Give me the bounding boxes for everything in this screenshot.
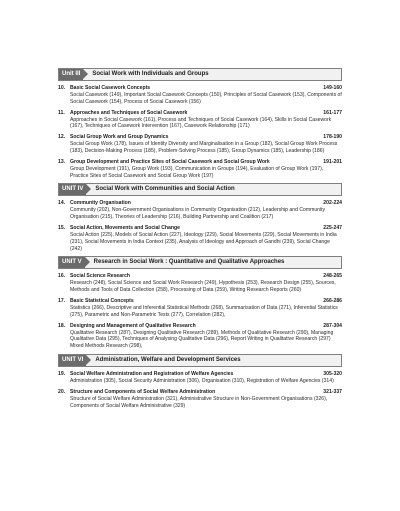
chapter-pages: 161-177 — [323, 109, 342, 116]
chapter-pages: 149-160 — [323, 85, 342, 91]
chapter-entry — [58, 85, 342, 106]
chapter-topics: Approaches in Social Casework (161), Process and Techniques of Social Casework (164), Skills in Social Casework (167), Techniques of Casework Intervention (167), Casework Relationship (171) — [70, 116, 332, 130]
chapter-entry — [58, 371, 342, 385]
chapter-entry — [58, 273, 342, 294]
chapter-pages: 305-320 — [323, 370, 342, 377]
unit-title: Research in Social Work : Quantitative and Qualitative Approaches — [93, 259, 285, 266]
chapter-topics: Social Group Work (178), Issues of Identity Diversity and Marginalisation in a Group (182), Social Group Work Process (183), Decision-Making Process (185), Problem-Solving Process (185), Group Dynamics (185), Leadership (186) — [70, 141, 338, 154]
chapter-entry — [58, 110, 342, 131]
unit-tag: UNIT IV — [59, 184, 86, 195]
chapter-entry — [58, 389, 342, 410]
unit-header-3 — [58, 68, 342, 81]
chapter-title: Basic Social Casework Concepts — [70, 85, 151, 91]
unit-header-4 — [58, 183, 342, 196]
chapter-title: Group Development and Practice Sites of Social Casework and Social Group Work — [70, 158, 270, 165]
unit-tag: UNIT V — [59, 257, 85, 268]
chapter-number: 13. — [58, 158, 66, 165]
unit-title: Social Work with Communities and Social Action — [95, 186, 235, 193]
chapter-pages: 191-201 — [323, 158, 342, 165]
chapter-pages: 225-247 — [323, 224, 342, 231]
chapter-number: 11. — [58, 109, 65, 116]
unit-title: Social Work with Individuals and Groups — [92, 71, 209, 77]
chapter-title: Social Group Work and Group Dynamics — [70, 134, 169, 141]
chapter-entry — [58, 323, 342, 350]
chapter-number: 14. — [58, 200, 66, 207]
chapter-title: Structure and Components of Social Welfare Administration — [70, 388, 216, 395]
chapter-entry — [58, 298, 342, 319]
chapter-number: 16. — [58, 273, 66, 280]
chapter-pages: 266-286 — [323, 297, 342, 304]
chapter-topics: Group Development (191), Group Work (193), Communication in Groups (194), Evaluation of Group Work (197), Practice Sites of Social Casework and Social Group Work (197) — [70, 165, 324, 179]
chapter-topics: Administration (305), Social Security Administration (306), Organisation (310), Registration of Welfare Agencies (314) — [70, 377, 334, 384]
chapter-title: Social Science Research — [70, 273, 131, 280]
unit-tag: UNIT VI — [59, 355, 86, 366]
chapter-pages: 202-224 — [323, 200, 342, 207]
unit-title: Administration, Welfare and Development Services — [95, 356, 241, 363]
chapter-pages: 321-337 — [323, 388, 342, 395]
chapter-title: Social Action, Movements and Social Change — [70, 224, 180, 231]
unit-tag: Unit III — [59, 69, 83, 80]
unit-header-5 — [58, 256, 342, 269]
chapter-number: 20. — [58, 388, 66, 395]
chapter-topics: Social Casework (149), Important Social Casework Concepts (150), Principles of Social Casework (153), Components of Social Casework (154), Process of Social Casework (156) — [70, 92, 342, 105]
chapter-pages: 287-304 — [323, 322, 342, 329]
chapter-number: 19. — [58, 370, 66, 377]
chapter-number: 10. — [58, 85, 66, 91]
chapter-pages: 178-190 — [323, 134, 342, 141]
chapter-topics: Social Action (225), Models of Social Action (227), Ideology (229), Social Movements (229), Social Movements in India (231), Social Movements in India Context (235), Analysis of Ideology and Approach of Gandhi (239), Social Change (242) — [70, 231, 337, 252]
chapter-number: 12. — [58, 134, 66, 141]
chapter-number: 15. — [58, 224, 66, 231]
chapter-title: Basic Statistical Concepts — [70, 297, 134, 304]
chapter-topics: Community (202), Non-Government Organisations in Community Organisation (212), Leadership and Community Organisation (215), Theories of Leadership (216), Building Partnership and Coalition (217) — [70, 207, 326, 221]
chapter-number: 18. — [58, 322, 66, 329]
chapter-entry — [58, 134, 342, 155]
chapter-title: Community Organisation — [70, 200, 131, 207]
chapter-title: Designing and Management of Qualitative Research — [70, 322, 196, 329]
chapter-topics: Structure of Social Welfare Administration (321), Administrative Structure in Non-Government Organisations (326), Components of Social Welfare Administrative (329) — [70, 395, 328, 409]
chapter-topics: Research (248), Social Science and Social Work Research (249), Hypothesis (253), Research Design (255), Sources, Methods and Tools of Data Collection (258), Processing of Data (259), Writing Research Reports (260) — [70, 280, 336, 294]
chapter-number: 17. — [58, 297, 66, 304]
chapter-pages: 248-265 — [323, 273, 342, 280]
toc-content — [58, 68, 342, 413]
chapter-entry — [58, 200, 342, 221]
chapter-entry — [58, 225, 342, 252]
chapter-topics: Statistics (266), Descriptive and Inferential Statistical Methods (268), Summarisation of Data (271), Inferential Statistics (275), Parametric and Non-Parametric Tests (277), Correlation (282), — [70, 304, 338, 318]
chapter-title: Social Welfare Administration and Registration of Welfare Agencies — [70, 370, 234, 377]
chapter-topics: Qualitative Research (287), Designing Qualitative Research (289), Methods of Qualitative Research (290), Managing Qualitative Data (295), Techniques of Analysing Qualitative Data (296), Report Writing in Qualitative Research (297) Mixed Methods Research (298), — [70, 329, 334, 350]
unit-header-6 — [58, 354, 342, 367]
chapter-title: Approaches and Techniques of Social Casework — [70, 109, 188, 116]
chapter-entry — [58, 159, 342, 180]
